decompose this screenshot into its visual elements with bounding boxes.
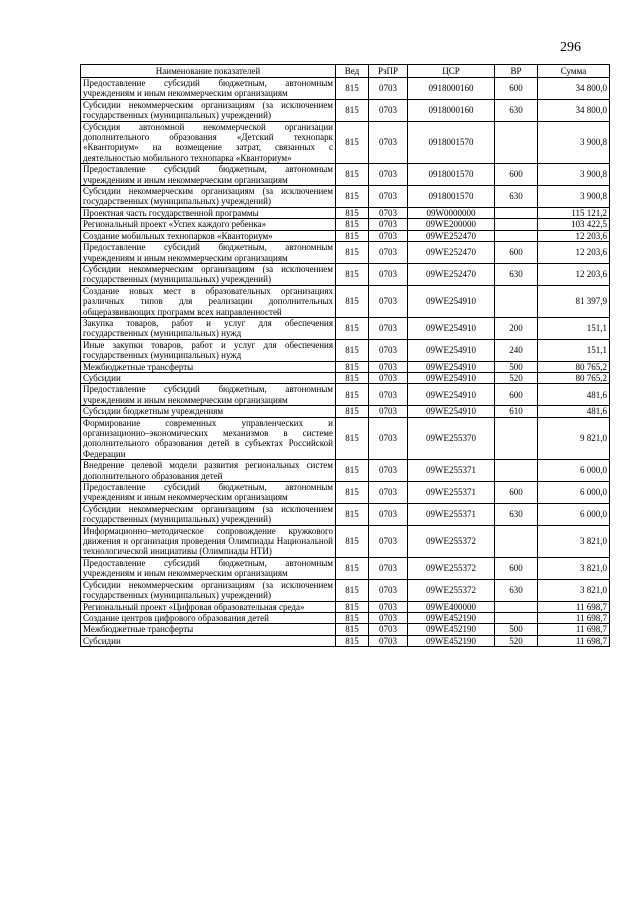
- cell-sum: 34 800,0: [538, 78, 610, 100]
- cell-vr: [495, 230, 538, 241]
- cell-name: Субсидии некоммерческим организациям (за исключением государственных (муниципальных) учреждений): [81, 186, 336, 208]
- table-row: [81, 285, 610, 317]
- cell-sum: 11 698,7: [538, 601, 610, 612]
- cell-ved: 815: [336, 242, 369, 264]
- cell-ved: 815: [336, 417, 369, 460]
- cell-rzpr: 0703: [369, 579, 408, 601]
- table-header-row: [81, 65, 610, 78]
- cell-csr: 09W0000000: [408, 207, 495, 218]
- cell-ved: 815: [336, 121, 369, 164]
- cell-rzpr: 0703: [369, 460, 408, 482]
- cell-name: Субсидии некоммерческим организациям (за исключением государственных (муниципальных) учреждений): [81, 263, 336, 285]
- cell-ved: 815: [336, 372, 369, 383]
- cell-vr: 520: [495, 635, 538, 646]
- cell-name: Субсидии некоммерческим организациям (за исключением государственных (муниципальных) учреждений): [81, 579, 336, 601]
- header-csr: ЦСР: [408, 65, 495, 78]
- cell-name: Предоставление субсидий бюджетным, автономным учреждениям и иным некоммерческим организациям: [81, 557, 336, 579]
- cell-name: Межбюджетные трансферты: [81, 361, 336, 372]
- table-row: [81, 372, 610, 383]
- cell-ved: 815: [336, 263, 369, 285]
- table-row: [81, 503, 610, 525]
- table-row: [81, 78, 610, 100]
- cell-name: Субсидии бюджетным учреждениям: [81, 406, 336, 417]
- cell-csr: 0918001570: [408, 186, 495, 208]
- cell-rzpr: 0703: [369, 339, 408, 361]
- cell-name: Предоставление субсидий бюджетным, автономным учреждениям и иным некоммерческим организациям: [81, 164, 336, 186]
- table-row: [81, 230, 610, 241]
- table-row: [81, 612, 610, 623]
- cell-name: Предоставление субсидий бюджетным, автономным учреждениям и иным некоммерческим организациям: [81, 384, 336, 406]
- table-row: [81, 263, 610, 285]
- cell-csr: 09WE255371: [408, 503, 495, 525]
- table-row: [81, 460, 610, 482]
- cell-sum: 3 900,8: [538, 164, 610, 186]
- cell-vr: [495, 417, 538, 460]
- table-body: [81, 78, 610, 647]
- cell-csr: 09WE252470: [408, 242, 495, 264]
- cell-csr: 09WE254910: [408, 285, 495, 317]
- cell-sum: 11 698,7: [538, 624, 610, 635]
- cell-name: Закупка товаров, работ и услуг для обеспечения государственных (муниципальных) нужд: [81, 317, 336, 339]
- cell-rzpr: 0703: [369, 285, 408, 317]
- cell-sum: 80 765,2: [538, 361, 610, 372]
- table-row: [81, 601, 610, 612]
- cell-vr: 630: [495, 579, 538, 601]
- table-row: [81, 579, 610, 601]
- cell-csr: 09WE452190: [408, 612, 495, 623]
- cell-name: Региональный проект «Успех каждого ребенка»: [81, 219, 336, 230]
- cell-ved: 815: [336, 186, 369, 208]
- cell-sum: 12 203,6: [538, 242, 610, 264]
- cell-ved: 815: [336, 207, 369, 218]
- cell-csr: 09WE254910: [408, 361, 495, 372]
- cell-name: Информационно–методическое сопровождение кружкового движения и организация проведения Олимпиады Национальной технологической инициативы (Олимпиады НТИ): [81, 525, 336, 557]
- page-number: 296: [560, 40, 581, 55]
- cell-vr: 600: [495, 482, 538, 504]
- cell-ved: 815: [336, 361, 369, 372]
- cell-vr: [495, 219, 538, 230]
- cell-name: Межбюджетные трансферты: [81, 624, 336, 635]
- cell-vr: 520: [495, 372, 538, 383]
- cell-rzpr: 0703: [369, 317, 408, 339]
- table-row: [81, 207, 610, 218]
- cell-csr: 0918000160: [408, 78, 495, 100]
- table-row: [81, 339, 610, 361]
- cell-ved: 815: [336, 384, 369, 406]
- header-sum: Сумма: [538, 65, 610, 78]
- cell-vr: 200: [495, 317, 538, 339]
- cell-sum: 103 422,5: [538, 219, 610, 230]
- cell-ved: 815: [336, 406, 369, 417]
- cell-ved: 815: [336, 460, 369, 482]
- header-vr: ВР: [495, 65, 538, 78]
- cell-rzpr: 0703: [369, 207, 408, 218]
- cell-rzpr: 0703: [369, 624, 408, 635]
- cell-rzpr: 0703: [369, 612, 408, 623]
- table-row: [81, 384, 610, 406]
- cell-name: Иные закупки товаров, работ и услуг для обеспечения государственных (муниципальных) нужд: [81, 339, 336, 361]
- cell-csr: 09WE452190: [408, 635, 495, 646]
- cell-ved: 815: [336, 285, 369, 317]
- table-row: [81, 242, 610, 264]
- cell-rzpr: 0703: [369, 219, 408, 230]
- cell-name: Субсидии некоммерческим организациям (за исключением государственных (муниципальных) учреждений): [81, 503, 336, 525]
- table-row: [81, 525, 610, 557]
- cell-vr: 630: [495, 186, 538, 208]
- cell-sum: 6 000,0: [538, 460, 610, 482]
- cell-vr: 600: [495, 242, 538, 264]
- cell-vr: 600: [495, 384, 538, 406]
- cell-rzpr: 0703: [369, 525, 408, 557]
- cell-vr: 600: [495, 164, 538, 186]
- cell-vr: [495, 460, 538, 482]
- cell-csr: 09WE252470: [408, 230, 495, 241]
- cell-vr: 600: [495, 557, 538, 579]
- cell-vr: 630: [495, 263, 538, 285]
- cell-sum: 3 821,0: [538, 557, 610, 579]
- cell-sum: 80 765,2: [538, 372, 610, 383]
- cell-sum: 81 397,9: [538, 285, 610, 317]
- cell-rzpr: 0703: [369, 503, 408, 525]
- cell-csr: 09WE255370: [408, 417, 495, 460]
- cell-csr: 09WE200000: [408, 219, 495, 230]
- table-row: [81, 482, 610, 504]
- cell-sum: 3 821,0: [538, 525, 610, 557]
- header-rzpr: РзПР: [369, 65, 408, 78]
- cell-csr: 09WE255372: [408, 579, 495, 601]
- cell-name: Предоставление субсидий бюджетным, автономным учреждениям и иным некоммерческим организациям: [81, 78, 336, 100]
- cell-vr: 630: [495, 503, 538, 525]
- table-row: [81, 417, 610, 460]
- cell-name: Субсидии: [81, 372, 336, 383]
- cell-name: Проектная часть государственной программы: [81, 207, 336, 218]
- cell-ved: 815: [336, 579, 369, 601]
- cell-sum: 9 821,0: [538, 417, 610, 460]
- cell-ved: 815: [336, 601, 369, 612]
- cell-ved: 815: [336, 78, 369, 100]
- cell-sum: 12 203,6: [538, 263, 610, 285]
- cell-sum: 11 698,7: [538, 635, 610, 646]
- cell-rzpr: 0703: [369, 230, 408, 241]
- table-row: [81, 635, 610, 646]
- table-row: [81, 219, 610, 230]
- cell-csr: 0918000160: [408, 99, 495, 121]
- header-ved: Вед: [336, 65, 369, 78]
- cell-csr: 09WE254910: [408, 406, 495, 417]
- table-row: [81, 557, 610, 579]
- budget-table: [80, 64, 610, 647]
- cell-rzpr: 0703: [369, 164, 408, 186]
- cell-ved: 815: [336, 317, 369, 339]
- cell-vr: 240: [495, 339, 538, 361]
- cell-ved: 815: [336, 624, 369, 635]
- cell-vr: 600: [495, 78, 538, 100]
- cell-vr: 500: [495, 361, 538, 372]
- cell-sum: 3 900,8: [538, 121, 610, 164]
- cell-ved: 815: [336, 339, 369, 361]
- cell-ved: 815: [336, 525, 369, 557]
- cell-csr: 09WE255372: [408, 557, 495, 579]
- cell-ved: 815: [336, 230, 369, 241]
- cell-sum: 115 121,2: [538, 207, 610, 218]
- cell-sum: 6 000,0: [538, 503, 610, 525]
- table-row: [81, 317, 610, 339]
- cell-csr: 09WE254910: [408, 339, 495, 361]
- cell-ved: 815: [336, 482, 369, 504]
- cell-csr: 09WE254910: [408, 384, 495, 406]
- cell-csr: 09WE255372: [408, 525, 495, 557]
- cell-rzpr: 0703: [369, 557, 408, 579]
- table-row: [81, 164, 610, 186]
- cell-sum: 151,1: [538, 339, 610, 361]
- cell-rzpr: 0703: [369, 99, 408, 121]
- cell-vr: [495, 525, 538, 557]
- cell-rzpr: 0703: [369, 186, 408, 208]
- cell-rzpr: 0703: [369, 361, 408, 372]
- cell-vr: [495, 121, 538, 164]
- cell-rzpr: 0703: [369, 372, 408, 383]
- table-row: [81, 361, 610, 372]
- cell-name: Региональный проект «Цифровая образовательная среда»: [81, 601, 336, 612]
- cell-ved: 815: [336, 164, 369, 186]
- cell-name: Предоставление субсидий бюджетным, автономным учреждениям и иным некоммерческим организациям: [81, 482, 336, 504]
- cell-vr: [495, 612, 538, 623]
- cell-rzpr: 0703: [369, 482, 408, 504]
- cell-rzpr: 0703: [369, 601, 408, 612]
- cell-ved: 815: [336, 219, 369, 230]
- cell-rzpr: 0703: [369, 417, 408, 460]
- table-row: [81, 121, 610, 164]
- header-name: Наименование показателей: [81, 65, 336, 78]
- cell-rzpr: 0703: [369, 635, 408, 646]
- cell-sum: 3 821,0: [538, 579, 610, 601]
- cell-sum: 3 900,8: [538, 186, 610, 208]
- cell-ved: 815: [336, 635, 369, 646]
- cell-name: Субсидии: [81, 635, 336, 646]
- table-row: [81, 186, 610, 208]
- cell-vr: 500: [495, 624, 538, 635]
- cell-sum: 481,6: [538, 384, 610, 406]
- cell-csr: 09WE255371: [408, 482, 495, 504]
- cell-csr: 0918001570: [408, 121, 495, 164]
- cell-sum: 12 203,6: [538, 230, 610, 241]
- cell-name: Внедрение целевой модели развития региональных систем дополнительного образования детей: [81, 460, 336, 482]
- cell-rzpr: 0703: [369, 406, 408, 417]
- cell-name: Формирование современных управленческих и организационно–экономических механизмов в системе дополнительного образования детей в субъектах Российской Федерации: [81, 417, 336, 460]
- cell-ved: 815: [336, 503, 369, 525]
- cell-rzpr: 0703: [369, 78, 408, 100]
- cell-ved: 815: [336, 99, 369, 121]
- cell-csr: 09WE400000: [408, 601, 495, 612]
- cell-vr: 630: [495, 99, 538, 121]
- cell-csr: 09WE252470: [408, 263, 495, 285]
- cell-name: Создание центров цифрового образования детей: [81, 612, 336, 623]
- cell-sum: 34 800,0: [538, 99, 610, 121]
- cell-name: Предоставление субсидий бюджетным, автономным учреждениям и иным некоммерческим организациям: [81, 242, 336, 264]
- cell-name: Субсидии некоммерческим организациям (за исключением государственных (муниципальных) учреждений): [81, 99, 336, 121]
- cell-sum: 6 000,0: [538, 482, 610, 504]
- cell-name: Субсидия автономной некоммерческой организации дополнительного образования «Детский технопарк «Кванториум» на возмещение затрат, связанных с деятельностью мобильного технопарка «Кванториум»: [81, 121, 336, 164]
- cell-vr: 610: [495, 406, 538, 417]
- cell-ved: 815: [336, 557, 369, 579]
- table-row: [81, 99, 610, 121]
- cell-csr: 09WE255371: [408, 460, 495, 482]
- cell-csr: 0918001570: [408, 164, 495, 186]
- cell-sum: 151,1: [538, 317, 610, 339]
- cell-rzpr: 0703: [369, 242, 408, 264]
- cell-name: Создание новых мест в образовательных организациях различных типов для реализации дополнительных общеразвивающих программ всех направленностей: [81, 285, 336, 317]
- cell-vr: [495, 285, 538, 317]
- cell-name: Создание мобильных технопарков «Кванториум»: [81, 230, 336, 241]
- cell-csr: 09WE452190: [408, 624, 495, 635]
- cell-rzpr: 0703: [369, 384, 408, 406]
- cell-sum: 11 698,7: [538, 612, 610, 623]
- cell-rzpr: 0703: [369, 263, 408, 285]
- table-row: [81, 406, 610, 417]
- cell-vr: [495, 207, 538, 218]
- cell-csr: 09WE254910: [408, 372, 495, 383]
- cell-rzpr: 0703: [369, 121, 408, 164]
- cell-sum: 481,6: [538, 406, 610, 417]
- cell-ved: 815: [336, 612, 369, 623]
- table-row: [81, 624, 610, 635]
- cell-vr: [495, 601, 538, 612]
- cell-csr: 09WE254910: [408, 317, 495, 339]
